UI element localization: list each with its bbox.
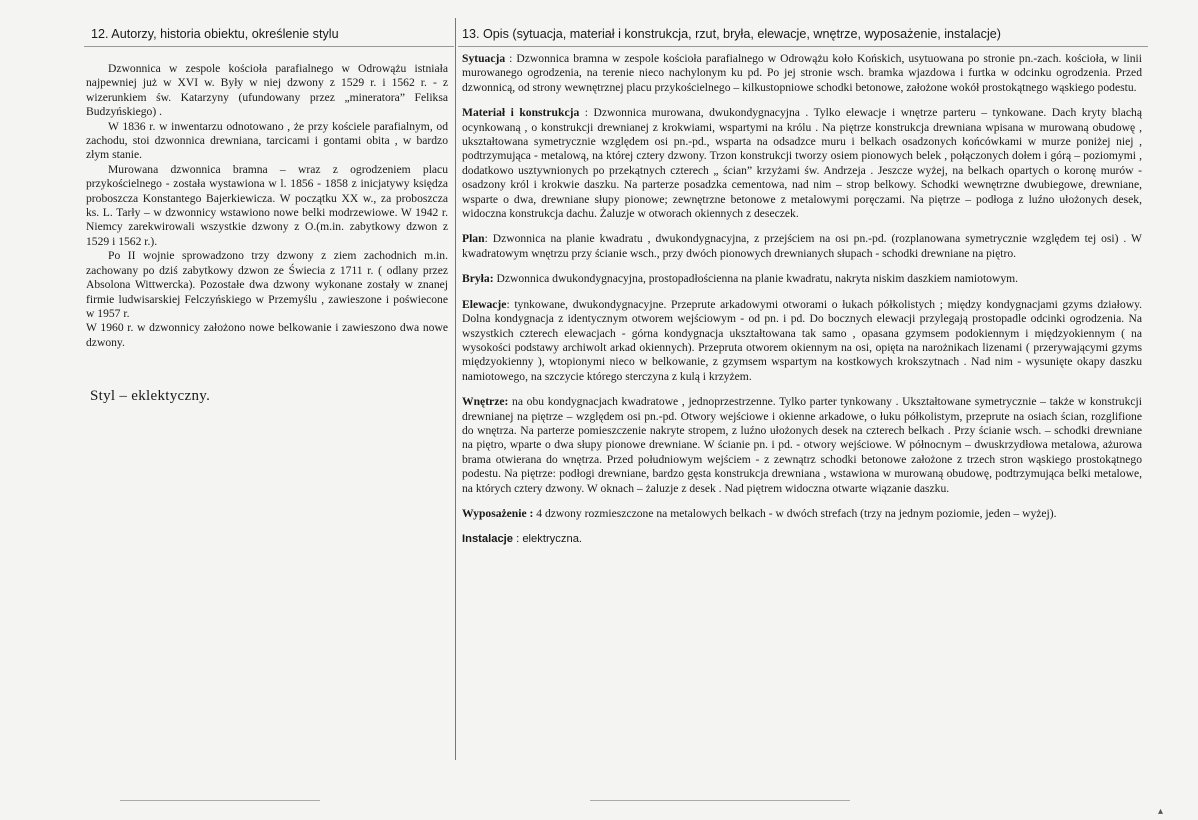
section-text: elektryczna. <box>522 533 583 546</box>
section-situation: Sytuacja : Dzwonnica bramna w zespole kościoła parafialnego w Odrowążu koło Końskich, usytuowana po stronie pn.-zach. kościoła, w linii murowanego ogrodzenia, na terenie nieco nachylonym ku pd. Po jej stronie wsch. bramka wjazdowa i furtka w odcinku ogrodzenia. Przed dzwonnicą, od strony wewnętrznej placu przykościelnego – kilkustopniowe schodki betonowe, założone wokół prostokątnego wąskiego podestu. <box>462 52 1142 94</box>
style-note: Styl – eklektyczny. <box>90 388 211 405</box>
history-column <box>86 26 448 405</box>
section-plan: Plan: Dzwonnica na planie kwadratu , dwukondygnacyjna, z przejściem na osi pn.-pd. (rozplanowana symetrycznie względem tej osi) . W kwadratowym wnętrzu przy ścianie wsch., przy dwóch pionowych drewnianych słupach - schodki drewniane na piętro. <box>462 232 1142 260</box>
history-heading: 12. Autorzy, historia obiektu, określenie stylu <box>91 27 339 41</box>
history-paragraph-3: Murowana dzwonnica bramna – wraz z ogrodzeniem placu przykościelnego - została wystawiona w l. 1856 - 1858 z inicjatywy księdza proboszcza Konstantego Bajerkiewicza. W początku XX w., za proboszcza ks. L. Tarły – w dzwonnicy wstawiono nowe belki modrzewiowe. W 1942 r. Niemcy zarekwirowali wszystkie dzwony z O.(m.in. zabytkowy dzwon z 1529 i 1562 r.). <box>86 162 448 248</box>
section-text: Dzwonnica na planie kwadratu , dwukondygnacyjna, z przejściem na osi pn.-pd. (rozplanowana symetrycznie względem tej osi) . W kwadratowym wnętrzu przy ścianie wsch., przy dwóch pionowych drewnianych słupach - schodki drewniane na piętro. <box>462 232 1142 260</box>
column-divider <box>455 18 456 760</box>
section-furnishings <box>462 507 1142 521</box>
section-text: na obu kondygnacjach kwadratowe , jednoprzestrzenne. Tylko parter tynkowany . Ukształtowane symetrycznie – także w konstrukcji drewnianej na piętrze – względem osi pn.-pd. Otwory wejściowe i okienne arkadowe, o łuku półkolistym, przeprute na osiach ścian, rozglifione do wnętrza. Na parterze pomieszczenie nakryte stropem, z luźno ułożonych desek na czterech belkach . Przy ścianie wsch. – schodki drewniane na piętro, wparte o dwa słupy pionowe drewniane. W ścianie pn. i pd. - otwory wejściowe. W północnym – dwuskrzydłowa metalowa, ażurowa brama otwierana do wnętrza. Przed południowym wejściem - z zewnątrz schodki betonowe założone z trzech stron wąskiego prostokątnego podestu. Na piętrze: podłogi drewniane, bardzo gęsta konstrukcja drewniana , wstawiona w murowaną obudowę, podtrzymująca belki metalowe, na których cztery dzwony. W oknach – żaluzje z desek . Nad piętrem widoczna otwarte wiązanie daszku. <box>462 395 1142 495</box>
bottom-rule-left <box>120 800 320 801</box>
section-label: Bryła: <box>462 272 494 286</box>
scan-mark: ▴ <box>1158 806 1164 817</box>
history-paragraph-2: W 1836 r. w inwentarzu odnotowano , że przy kościele parafialnym, od zachodu, stoi dzwonnica drewniana, tarcicami i gontami obita , w bardzo złym stanie. <box>86 119 448 162</box>
section-label: Wnętrze: <box>462 395 509 409</box>
history-paragraph-4: Po II wojnie sprowadzono trzy dzwony z ziem zachodnich m.in. zachowany po dziś zabytkowy dzwon ze Świecia z 1711 r. ( odlany przez Absolona Wittwercka). Pozostałe dwa dzwony wykonane zostały w znanej firmie ludwisarskiej Felczyńskiego w Przemyślu , zawieszone i poświecone w 1957 r. <box>86 249 448 320</box>
description-column <box>462 26 1142 546</box>
section-label: Wyposażenie : <box>462 506 534 520</box>
section-installations: Instalacje : elektryczna. <box>462 533 583 546</box>
section-label: Plan <box>462 232 485 246</box>
section-label: Elewacje <box>462 297 507 311</box>
bottom-rule-right <box>590 800 850 801</box>
section-text: Dzwonnica bramna w zespole kościoła parafialnego w Odrowążu koło Końskich, usytuowana po stronie pn.-zach. kościoła, w linii murowanego ogrodzenia, na terenie nieco nachylonym ku pd. Po jej stronie wsch. bramka wjazdowa i furtka w odcinku ogrodzenia. Przed dzwonnicą, od strony wewnętrznej placu przykościelnego – kilkustopniowe schodki betonowe, założone wokół prostokątnego wąskiego podestu. <box>462 52 1142 94</box>
section-massing <box>462 272 1142 286</box>
section-text: Dzwonnica dwukondygnacyjna, prostopadłościenna na planie kwadratu, nakryta niskim daszkiem namiotowym. <box>496 272 1019 286</box>
history-paragraph-5: W 1960 r. w dzwonnicy założono nowe belkowanie i zawieszono dwa nowe dzwony. <box>86 321 448 349</box>
section-elevations: Elewacje: tynkowane, dwukondygnacyjne. Przeprute arkadowymi otworami o łukach półkolistych ; między kondygnacjami gzyms działowy. Dolna kondygnacja z identycznym otworem wejściowym - od pn. i pd. Do bocznych elewacji przylegają prostopadle odcinki ogrodzenia. Na wszystkich czterech elewacjach - górna kondygnacja ukształtowana tak samo , opasana gzymsem podokiennym i międzyokiennym ( na wysokości podstawy archiwolt arkad okiennych). Przepruta otworem okiennym na osi, opięta na narożnikach lizenami ( przerywającymi gzyms międzyokienny ), wtopionymi nieco w belkowanie, z gzymsem wspartym na kostkowych krokszytnach . Nad nim - wysunięte okapy daszku namiotowego, na szczycie którego sterczyna z kulą i krzyżem. <box>462 297 1143 383</box>
section-text: tynkowane, dwukondygnacyjne. Przeprute arkadowymi otworami o łukach półkolistych ; między kondygnacjami gzyms działowy. Dolna kondygnacja z identycznym otworem wejściowym - od pn. i pd. Do bocznych elewacji przylegają prostopadle odcinki ogrodzenia. Na wszystkich czterech elewacjach - górna kondygnacja ukształtowana tak samo , opasana gzymsem podokiennym i międzyokiennym ( na wysokości podstawy archiwolt arkad okiennych). Przepruta otworem okiennym na osi, opięta na narożnikach lizenami ( przerywającymi gzyms międzyokienny ), wtopionymi nieco w belkowanie, z gzymsem wspartym na kostkowych krokszytnach . Nad nim - wysunięte okapy daszku namiotowego, na szczycie którego sterczyna z kulą i krzyżem. <box>462 297 1143 383</box>
section-text: Dzwonnica murowana, dwukondygnacyjna . Tylko elewacje i wnętrze parteru – tynkowane. Dach kryty blachą ocynkowaną , o konstrukcji drewnianej z krokwiami, wspartymi na królu . Na piętrze konstrukcja drewniana wpisana w murowaną obudowę , ukształtowana symetrycznie względem osi pn.-pd., wsparta na odsadzce muru i belkach osadzonych końcówkami w murze poniżej niej , podtrzymująca - metalową, na której cztery dzwony. Trzon konstrukcji tworzy osiem pionowych belek , połączonych dołem i górą – poziomymi , dodatkowo usztywnionych po przekątnych czterech „ ścian” krzyżami św. Andrzeja . Jeszcze wyżej, na belkach opartych o koronę murów - osadzony król i krokwie daszku. Na parterze posadzka cementowa, nad nim – strop belkowy. Schodki wewnętrzne dwubiegowe, drewniane, wsparte o dwa, drewniane słupy pionowe; zewnętrzne betonowe z metalowymi poręczami. Na piętrze – podłoga z luźno ułożonych desek, widoczna konstrukcja dachu. Żaluzje w otworach okiennych z deseczek. <box>462 106 1142 221</box>
section-material-construction: Materiał i konstrukcja : Dzwonnica murowana, dwukondygnacyjna . Tylko elewacje i wnętrze parteru – tynkowane. Dach kryty blachą ocynkowaną , o konstrukcji drewnianej z krokwiami, wspartymi na królu . Na piętrze konstrukcja drewniana wpisana w murowaną obudowę , ukształtowana symetrycznie względem osi pn.-pd., wsparta na odsadzce muru i belkach osadzonych końcówkami w murze poniżej niej , podtrzymująca - metalową, na której cztery dzwony. Trzon konstrukcji tworzy osiem pionowych belek , połączonych dołem i górą – poziomymi , dodatkowo usztywnionych po przekątnych czterech „ ścian” krzyżami św. Andrzeja . Jeszcze wyżej, na belkach opartych o koronę murów - osadzony król i krokwie daszku. Na parterze posadzka cementowa, nad nim – strop belkowy. Schodki wewnętrzne dwubiegowe, drewniane, wsparte o dwa, drewniane słupy pionowe; zewnętrzne betonowe z metalowymi poręczami. Na piętrze – podłoga z luźno ułożonych desek, widoczna konstrukcja dachu. Żaluzje w otworach okiennych z deseczek. <box>462 106 1142 221</box>
history-paragraph-1: Dzwonnica w zespole kościoła parafialnego w Odrowążu istniała najpewniej już w XVI w. Były w niej dzwony z 1529 r. i 1562 r. - z wizerunkiem św. Katarzyny (ufundowany przez „mineratora” Feliksa Budzyńskiego) . <box>86 62 448 119</box>
description-heading: 13. Opis (sytuacja, materiał i konstrukcja, rzut, bryła, elewacje, wnętrze, wyposażenie, instalacje) <box>462 27 1001 41</box>
section-text: 4 dzwony rozmieszczone na metalowych belkach - w dwóch strefach (trzy na jednym poziomie, jeden – wyżej). <box>536 506 1057 520</box>
section-label: Instalacje <box>462 533 513 546</box>
section-interior <box>462 395 1142 496</box>
section-label: Materiał i konstrukcja <box>462 106 580 120</box>
section-label: Sytuacja <box>462 52 506 65</box>
